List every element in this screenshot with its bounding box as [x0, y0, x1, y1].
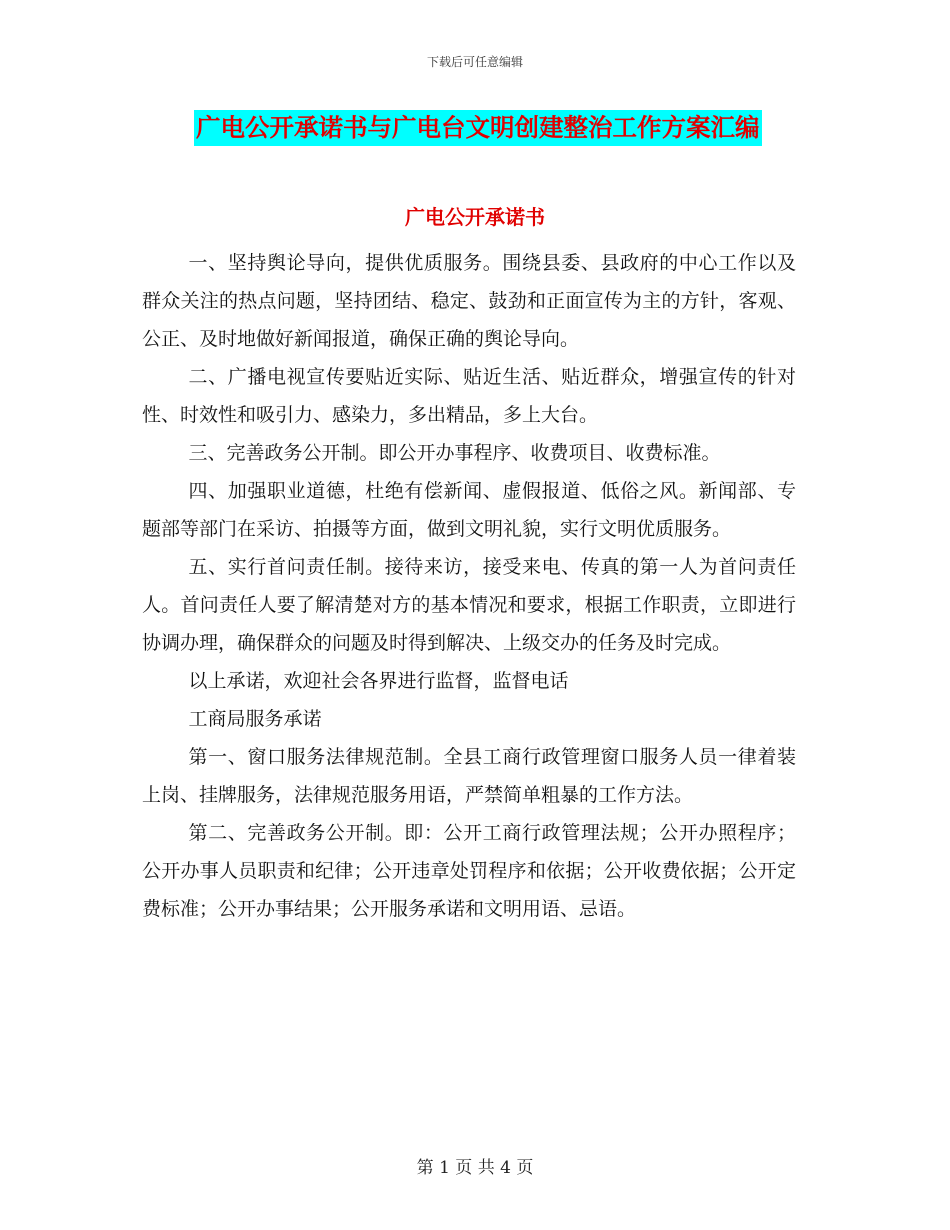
header-note: 下载后可任意编辑: [426, 55, 523, 69]
paragraph-1: 一、坚持舆论导向，提供优质服务。围绕县委、县政府的中心工作以及群众关注的热点问题，坚持团结、稳定、鼓劲和正面宣传为主的方针，客观、公正、及时地做好新闻报道，确保正确的舆论导向。: [142, 252, 796, 350]
paragraph-5: 五、实行首问责任制。接待来访，接受来电、传真的第一人为首问责任人。首问责任人要了解清楚对方的基本情况和要求，根据工作职责，立即进行协调办理，确保群众的问题及时得到解决、上级交办的任务及时完成。: [142, 556, 796, 654]
paragraph-9: 第二、完善政务公开制。即：公开工商行政管理法规；公开办照程序；公开办事人员职责和纪律；公开违章处罚程序和依据；公开收费依据；公开定费标准；公开办事结果；公开服务承诺和文明用语、忌语。: [142, 822, 796, 920]
paragraph-3: 三、完善政务公开制。即公开办事程序、收费项目、收费标准。: [188, 442, 721, 464]
page-number: 第 1 页 共 4 页: [416, 1158, 534, 1178]
paragraph-6: 以上承诺，欢迎社会各界进行监督，监督电话: [188, 670, 569, 692]
document-body: [142, 244, 796, 928]
document-title: 广电公开承诺书与广电台文明创建整治工作方案汇编: [194, 110, 762, 146]
paragraph-4: 四、加强职业道德，杜绝有偿新闻、虚假报道、低俗之风。新闻部、专题部等部门在采访、拍摄等方面，做到文明礼貌，实行文明优质服务。: [142, 480, 796, 540]
paragraph-7: 工商局服务承诺: [188, 708, 322, 730]
paragraph-2: 二、广播电视宣传要贴近实际、贴近生活、贴近群众，增强宣传的针对性、时效性和吸引力、感染力，多出精品，多上大台。: [142, 366, 796, 426]
section-title: 广电公开承诺书: [405, 205, 545, 229]
paragraph-8: 第一、窗口服务法律规范制。全县工商行政管理窗口服务人员一律着装上岗、挂牌服务，法律规范服务用语，严禁简单粗暴的工作方法。: [142, 746, 796, 806]
